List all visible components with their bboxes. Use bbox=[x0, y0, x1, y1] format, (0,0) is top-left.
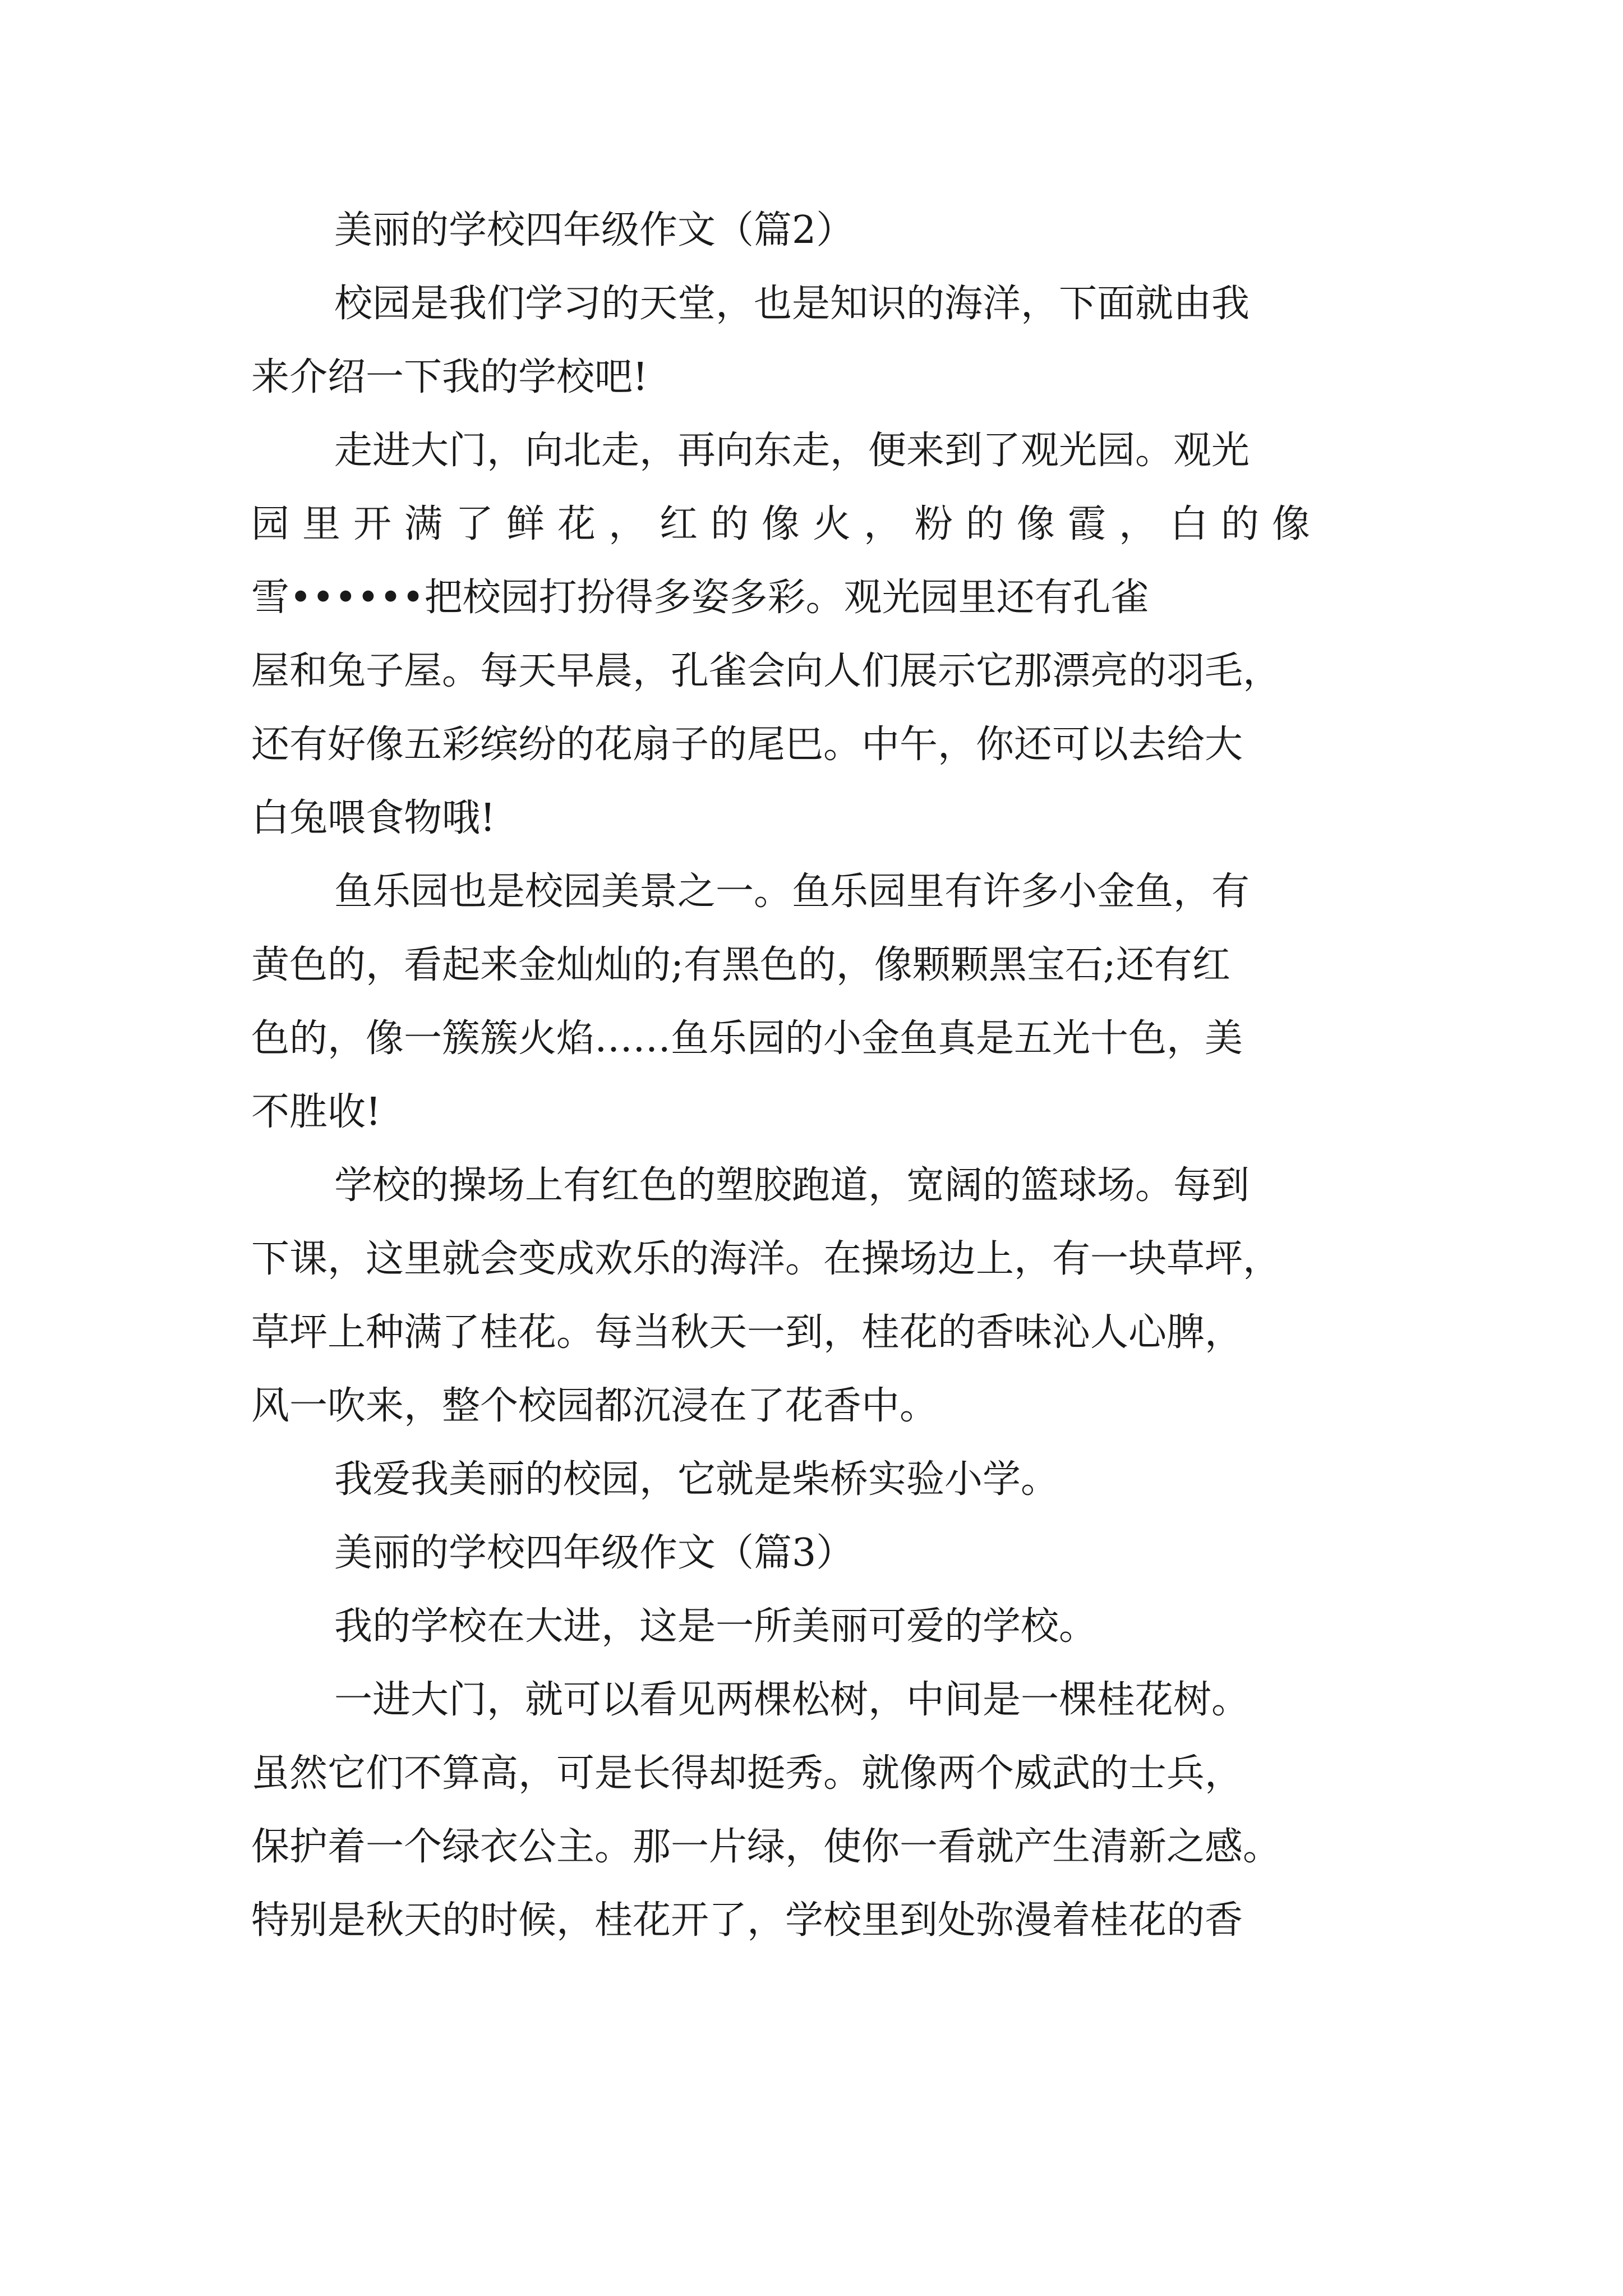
paragraph-line: 鱼乐园也是校园美景之一。鱼乐园里有许多小金鱼，有 bbox=[334, 869, 1250, 914]
paragraph-line: 特别是秋天的时候，桂花开了，学校里到处弥漫着桂花的香 bbox=[251, 1898, 1243, 1943]
essay-heading-part-2: 美丽的学校四年级作文（篇2） bbox=[334, 208, 855, 252]
paragraph-line: 还有好像五彩缤纷的花扇子的尾巴。中午，你还可以去给大 bbox=[251, 723, 1243, 767]
paragraph-line: 色的，像一簇簇火焰……鱼乐园的小金鱼真是五光十色，美 bbox=[251, 1016, 1243, 1061]
paragraph-line: 保护着一个绿衣公主。那一片绿，使你一看就产生清新之感。 bbox=[251, 1825, 1281, 1869]
paragraph-line: 草坪上种满了桂花。每当秋天一到，桂花的香味沁人心脾， bbox=[251, 1310, 1243, 1355]
paragraph-line: 虽然它们不算高，可是长得却挺秀。就像两个威武的士兵， bbox=[251, 1751, 1243, 1796]
paragraph-line: 黄色的，看起来金灿灿的;有黑色的，像颗颗黑宝石;还有红 bbox=[251, 943, 1230, 987]
paragraph-line: 白兔喂食物哦! bbox=[251, 796, 496, 840]
paragraph-line: 校园是我们学习的天堂，也是知识的海洋，下面就由我 bbox=[334, 282, 1250, 326]
paragraph-line: 一进大门，就可以看见两棵松树，中间是一棵桂花树。 bbox=[334, 1678, 1250, 1722]
paragraph-line: 屋和兔子屋。每天早晨，孔雀会向人们展示它那漂亮的羽毛， bbox=[251, 649, 1281, 693]
paragraph-line: 雪••••••把校园打扮得多姿多彩。观光园里还有孔雀 bbox=[251, 576, 1149, 620]
paragraph-line: 我爱我美丽的校园，它就是柴桥实验小学。 bbox=[334, 1457, 1059, 1502]
paragraph-line: 走进大门，向北走，再向东走，便来到了观光园。观光 bbox=[334, 429, 1250, 473]
essay-heading-part-3: 美丽的学校四年级作文（篇3） bbox=[334, 1531, 855, 1575]
paragraph-line: 下课，这里就会变成欢乐的海洋。在操场边上，有一块草坪， bbox=[251, 1237, 1281, 1281]
paragraph-line: 来介绍一下我的学校吧! bbox=[251, 355, 648, 399]
paragraph-line: 风一吹来，整个校园都沉浸在了花香中。 bbox=[251, 1384, 938, 1428]
paragraph-line: 园里开满了鲜花，红的像火，粉的像霞，白的像 bbox=[251, 502, 1324, 546]
essay-body bbox=[251, 194, 1395, 1957]
paragraph-line: 学校的操场上有红色的塑胶跑道，宽阔的篮球场。每到 bbox=[334, 1163, 1250, 1208]
paragraph-line: 我的学校在大进，这是一所美丽可爱的学校。 bbox=[334, 1604, 1098, 1649]
paragraph-line: 不胜收! bbox=[251, 1090, 381, 1134]
